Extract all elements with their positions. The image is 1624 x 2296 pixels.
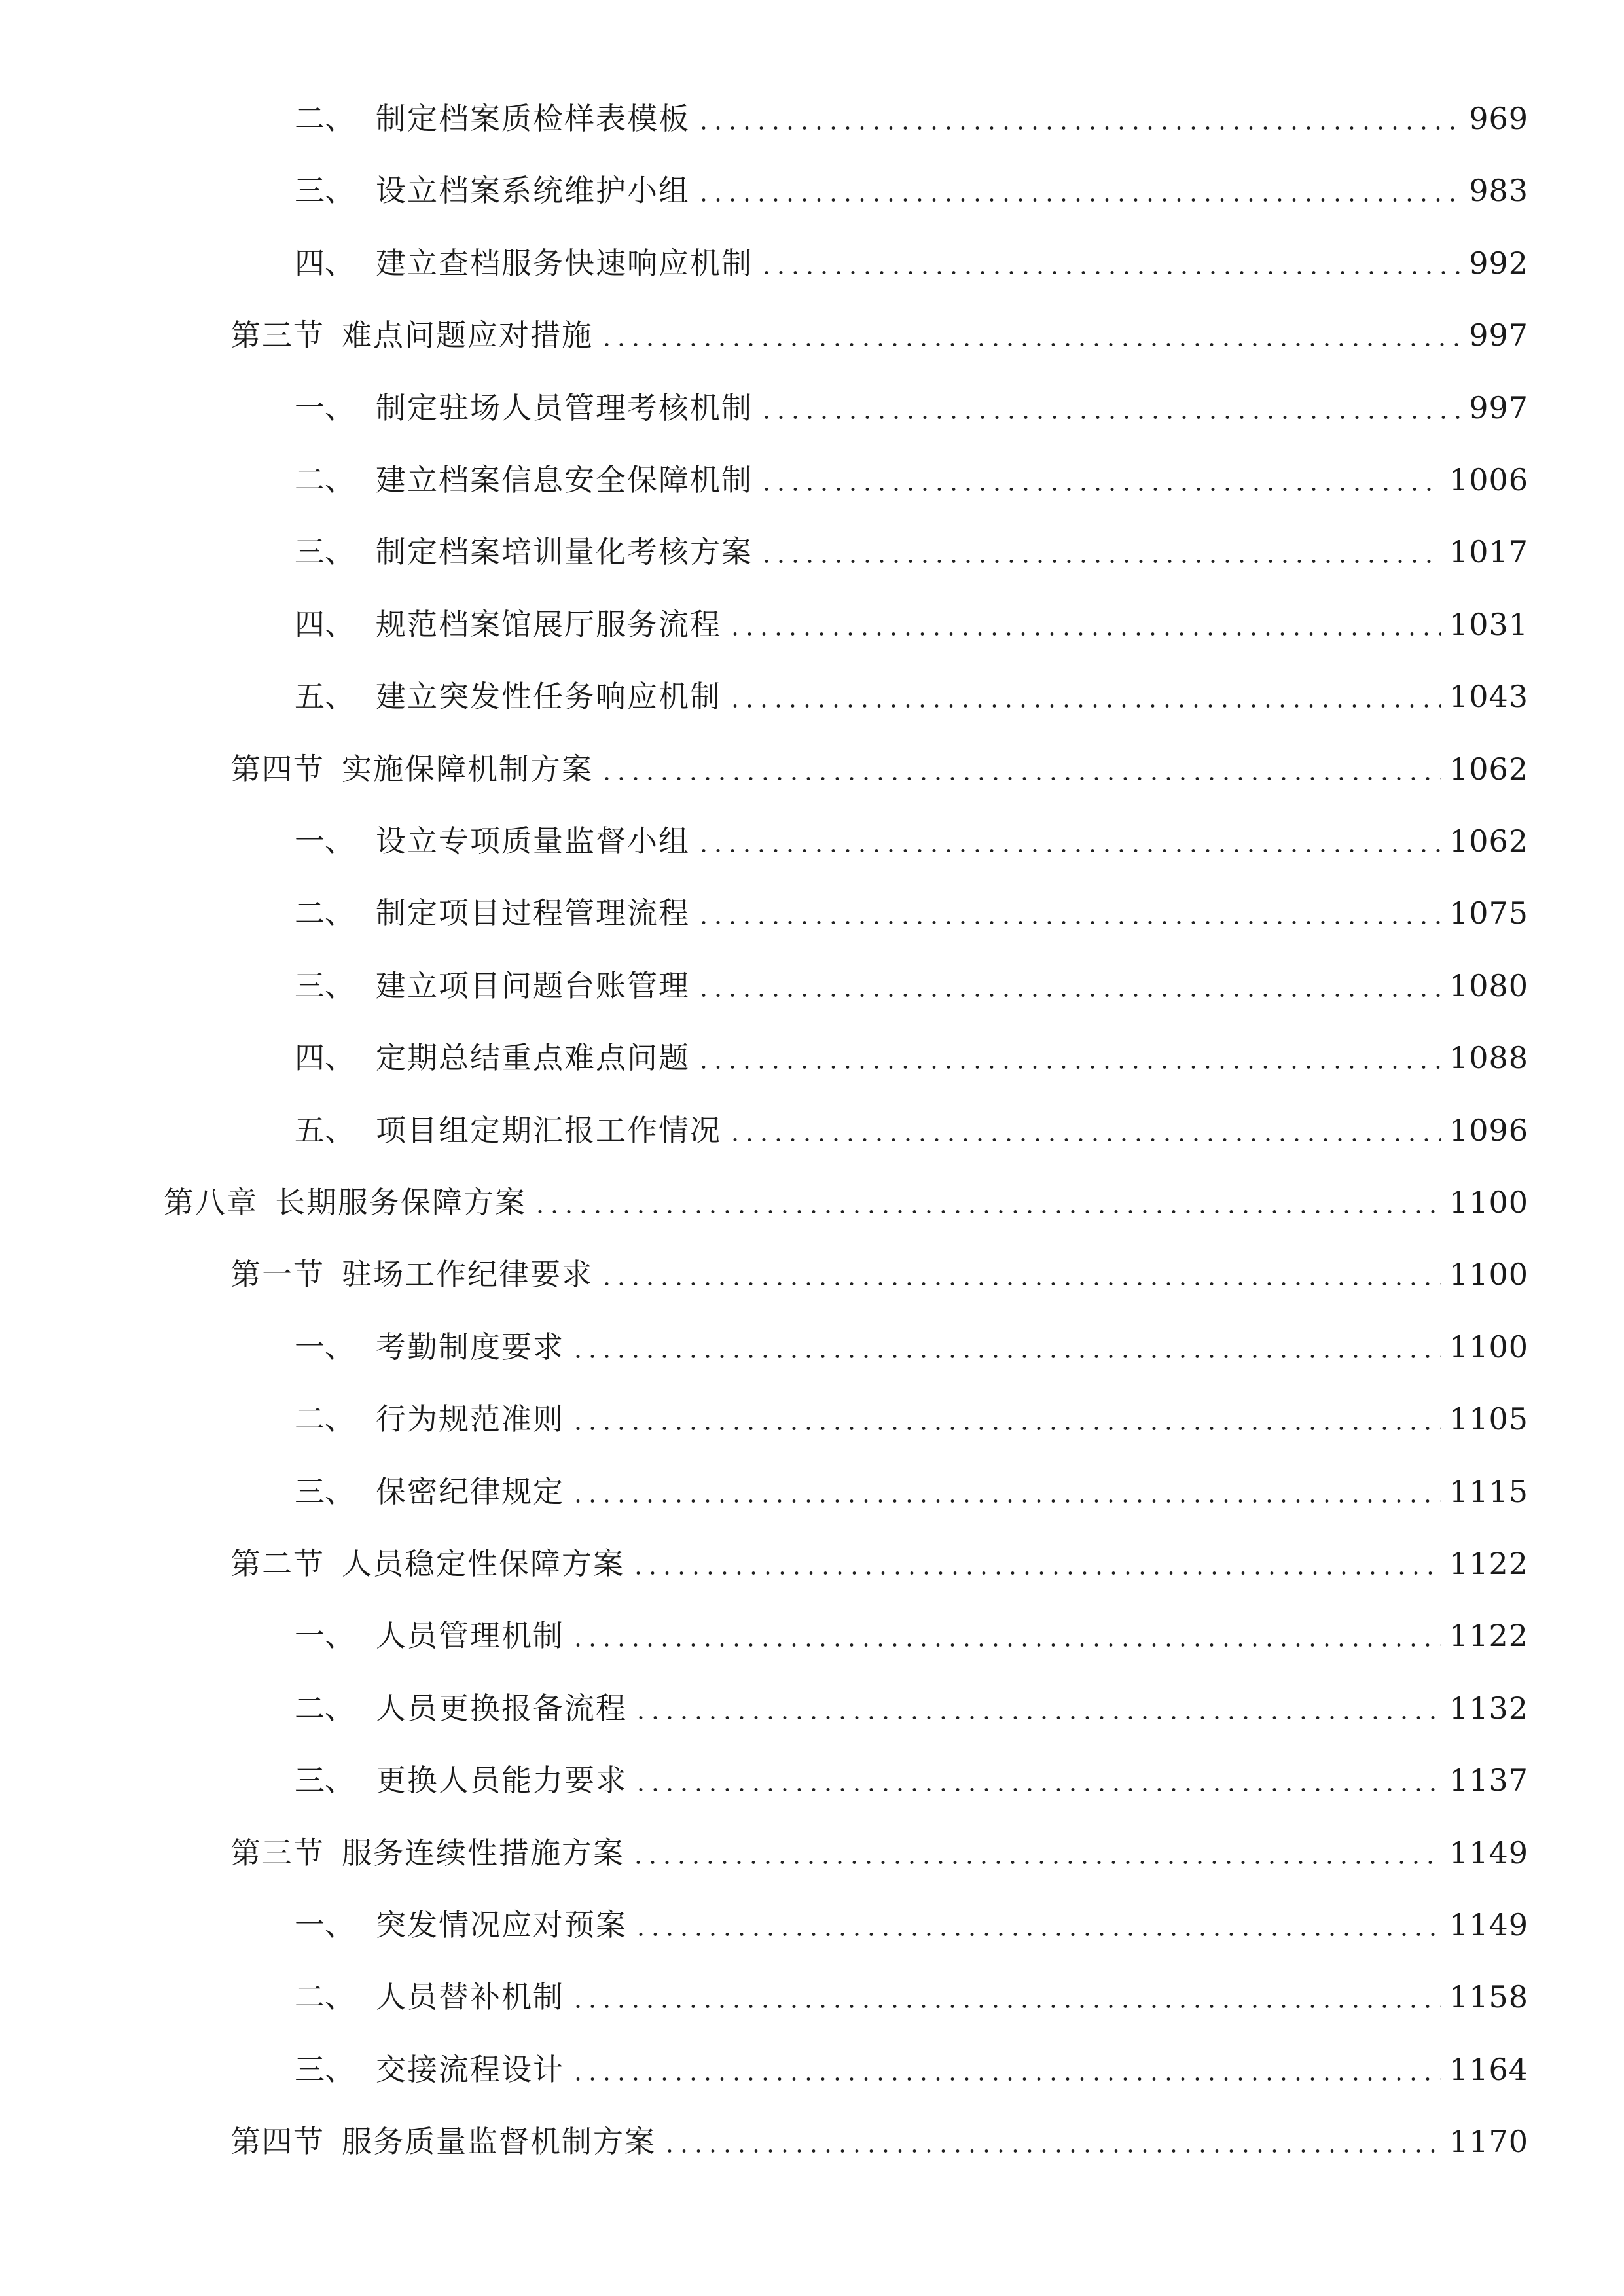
toc-entry-title: 建立项目问题台账管理 [376,967,690,1003]
toc-dot-leader [759,243,1461,283]
toc-entry-page-number: 983 [1469,173,1528,209]
toc-entry-page-number: 997 [1469,389,1528,425]
toc-entry-title: 突发情况应对预案 [376,1907,627,1943]
toc-entry-title: 项目组定期汇报工作情况 [376,1112,721,1148]
toc-entry[interactable] [295,388,1528,427]
toc-entry-page-number: 1170 [1449,2124,1528,2160]
toc-entry[interactable] [295,1616,1528,1655]
toc-dot-leader [571,1977,1441,2017]
toc-entry-page-number: 1105 [1449,1401,1528,1437]
toc-entry[interactable] [295,605,1528,644]
toc-entry-number: 第二节 [230,1546,325,1581]
toc-entry-title: 驻场工作纪律要求 [342,1257,593,1293]
toc-entry-page-number: 1132 [1449,1690,1528,1726]
toc-entry-title: 建立突发性任务响应机制 [376,679,721,715]
toc-entry-title: 制定驻场人员管理考核机制 [376,389,753,425]
toc-dot-leader [696,821,1441,861]
toc-entry-page-number: 1062 [1449,823,1528,859]
toc-entry-number: 一、 [295,1907,355,1943]
toc-dot-leader [696,966,1441,1005]
toc-entry-page-number: 1031 [1449,606,1528,642]
toc-entry[interactable] [295,171,1528,210]
toc-entry-number: 一、 [295,1329,355,1365]
toc-entry-number: 第四节 [230,2124,325,2160]
toc-entry-number: 三、 [295,534,355,570]
toc-entry-title: 难点问题应对措施 [342,317,593,353]
toc-entry[interactable] [295,1905,1528,1945]
toc-entry-number: 三、 [295,2051,355,2087]
toc-entry-page-number: 992 [1469,245,1528,281]
toc-dot-leader [631,1833,1441,1873]
toc-dot-leader [634,1689,1441,1728]
toc-entry[interactable] [295,1761,1528,1800]
toc-dot-leader [728,677,1441,716]
toc-entry-number: 二、 [295,895,355,931]
toc-entry[interactable] [295,677,1528,716]
toc-entry-page-number: 1100 [1449,1257,1528,1293]
toc-entry-title: 人员更换报备流程 [376,1690,627,1726]
toc-dot-leader [728,1111,1441,1150]
toc-entry-title: 设立专项质量监督小组 [376,823,690,859]
toc-dot-leader [533,1183,1441,1222]
toc-entry-page-number: 1158 [1449,1979,1528,2015]
toc-entry-number: 二、 [295,1979,355,2015]
toc-entry[interactable] [295,1472,1528,1511]
toc-entry-number: 第三节 [230,317,325,353]
toc-entry-page-number: 1164 [1449,2051,1528,2087]
toc-entry-number: 第四节 [230,751,325,787]
toc-entry[interactable] [295,460,1528,499]
toc-dot-leader [759,460,1441,499]
toc-dot-leader [759,532,1441,571]
toc-dot-leader [634,1761,1441,1800]
toc-entry[interactable] [295,1689,1528,1728]
toc-entry-page-number: 1149 [1449,1907,1528,1943]
toc-entry-title: 交接流程设计 [376,2051,564,2087]
toc-dot-leader [728,605,1441,644]
toc-dot-leader [571,1327,1441,1367]
toc-dot-leader [634,1905,1441,1945]
toc-entry-number: 四、 [295,245,355,281]
toc-entry[interactable] [230,1544,1528,1583]
toc-entry-page-number: 1122 [1449,1546,1528,1581]
toc-entry[interactable] [295,243,1528,283]
toc-entry-page-number: 1062 [1449,751,1528,787]
toc-entry-page-number: 1017 [1449,534,1528,570]
toc-entry-title: 长期服务保障方案 [275,1185,526,1220]
toc-entry-number: 二、 [295,101,355,136]
toc-entry[interactable] [295,1399,1528,1439]
toc-entry-number: 一、 [295,1618,355,1654]
toc-entry[interactable] [295,532,1528,571]
toc-entry-title: 建立档案信息安全保障机制 [376,462,753,497]
toc-entry-number: 三、 [295,173,355,209]
toc-entry-page-number: 1043 [1449,679,1528,715]
toc-entry-title: 制定档案质检样表模板 [376,101,690,136]
toc-entry-title: 规范档案馆展厅服务流程 [376,606,721,642]
toc-entry-number: 三、 [295,967,355,1003]
toc-entry[interactable] [230,749,1528,789]
toc-entry-page-number: 1122 [1449,1618,1528,1654]
toc-entry[interactable] [295,1038,1528,1077]
toc-entry[interactable] [230,1255,1528,1294]
toc-entry-number: 第八章 [164,1185,258,1220]
toc-entry-title: 制定项目过程管理流程 [376,895,690,931]
toc-dot-leader [696,893,1441,933]
toc-entry-title: 人员稳定性保障方案 [342,1546,624,1581]
toc-entry-title: 人员管理机制 [376,1618,564,1654]
toc-entry-number: 一、 [295,823,355,859]
toc-dot-leader [571,1399,1441,1439]
toc-entry-number: 四、 [295,1040,355,1076]
toc-entry-title: 人员替补机制 [376,1979,564,2015]
toc-entry-page-number: 1137 [1449,1763,1528,1799]
toc-entry-number: 三、 [295,1763,355,1799]
toc-entry-number: 二、 [295,1690,355,1726]
toc-dot-leader [662,2122,1441,2161]
toc-entry-number: 五、 [295,1112,355,1148]
toc-entry-title: 建立查档服务快速响应机制 [376,245,753,281]
toc-entry[interactable] [295,2050,1528,2089]
toc-entry[interactable] [295,1111,1528,1150]
toc-entry-title: 保密纪律规定 [376,1473,564,1509]
toc-entry-title: 服务连续性措施方案 [342,1835,624,1871]
toc-entry-page-number: 997 [1469,317,1528,353]
toc-entry[interactable] [230,2122,1528,2161]
toc-entry[interactable] [295,893,1528,933]
toc-entry-page-number: 1115 [1449,1473,1528,1509]
toc-dot-leader [600,1255,1441,1294]
toc-entry[interactable] [295,966,1528,1005]
toc-dot-leader [571,1616,1441,1655]
toc-entry-page-number: 1006 [1449,462,1528,497]
toc-entry-number: 三、 [295,1473,355,1509]
toc-entry-number: 第三节 [230,1835,325,1871]
toc-dot-leader [600,749,1441,789]
toc-entry-page-number: 1080 [1449,967,1528,1003]
toc-dot-leader [600,315,1461,355]
toc-entry[interactable] [295,1977,1528,2017]
toc-entry-title: 考勤制度要求 [376,1329,564,1365]
toc-entry-number: 二、 [295,1401,355,1437]
toc-entry-page-number: 1088 [1449,1040,1528,1076]
toc-dot-leader [571,1472,1441,1511]
toc-dot-leader [696,171,1461,210]
toc-dot-leader [759,388,1461,427]
toc-dot-leader [696,99,1461,138]
toc-entry[interactable] [164,1183,1528,1222]
toc-dot-leader [571,2050,1441,2089]
toc-entry-title: 服务质量监督机制方案 [342,2124,656,2160]
toc-entry-page-number: 1096 [1449,1112,1528,1148]
toc-entry-page-number: 1100 [1449,1329,1528,1365]
toc-entry-number: 五、 [295,679,355,715]
toc-entry-title: 实施保障机制方案 [342,751,593,787]
toc-dot-leader [696,1038,1441,1077]
toc-entry-page-number: 1149 [1449,1835,1528,1871]
toc-entry-title: 制定档案培训量化考核方案 [376,534,753,570]
toc-entry[interactable] [230,1833,1528,1873]
toc-entry[interactable] [295,99,1528,138]
toc-entry-title: 定期总结重点难点问题 [376,1040,690,1076]
toc-entry-page-number: 1100 [1449,1185,1528,1220]
toc-entry[interactable] [295,1327,1528,1367]
toc-entry-title: 设立档案系统维护小组 [376,173,690,209]
toc-entry-number: 一、 [295,389,355,425]
toc-entry-page-number: 1075 [1449,895,1528,931]
toc-dot-leader [631,1544,1441,1583]
toc-entry-number: 第一节 [230,1257,325,1293]
toc-entry-number: 二、 [295,462,355,497]
toc-entry-number: 四、 [295,606,355,642]
toc-entry-title: 更换人员能力要求 [376,1763,627,1799]
toc-entry[interactable] [295,821,1528,861]
toc-entry-page-number: 969 [1469,101,1528,136]
toc-entry[interactable] [230,315,1528,355]
toc-entry-title: 行为规范准则 [376,1401,564,1437]
